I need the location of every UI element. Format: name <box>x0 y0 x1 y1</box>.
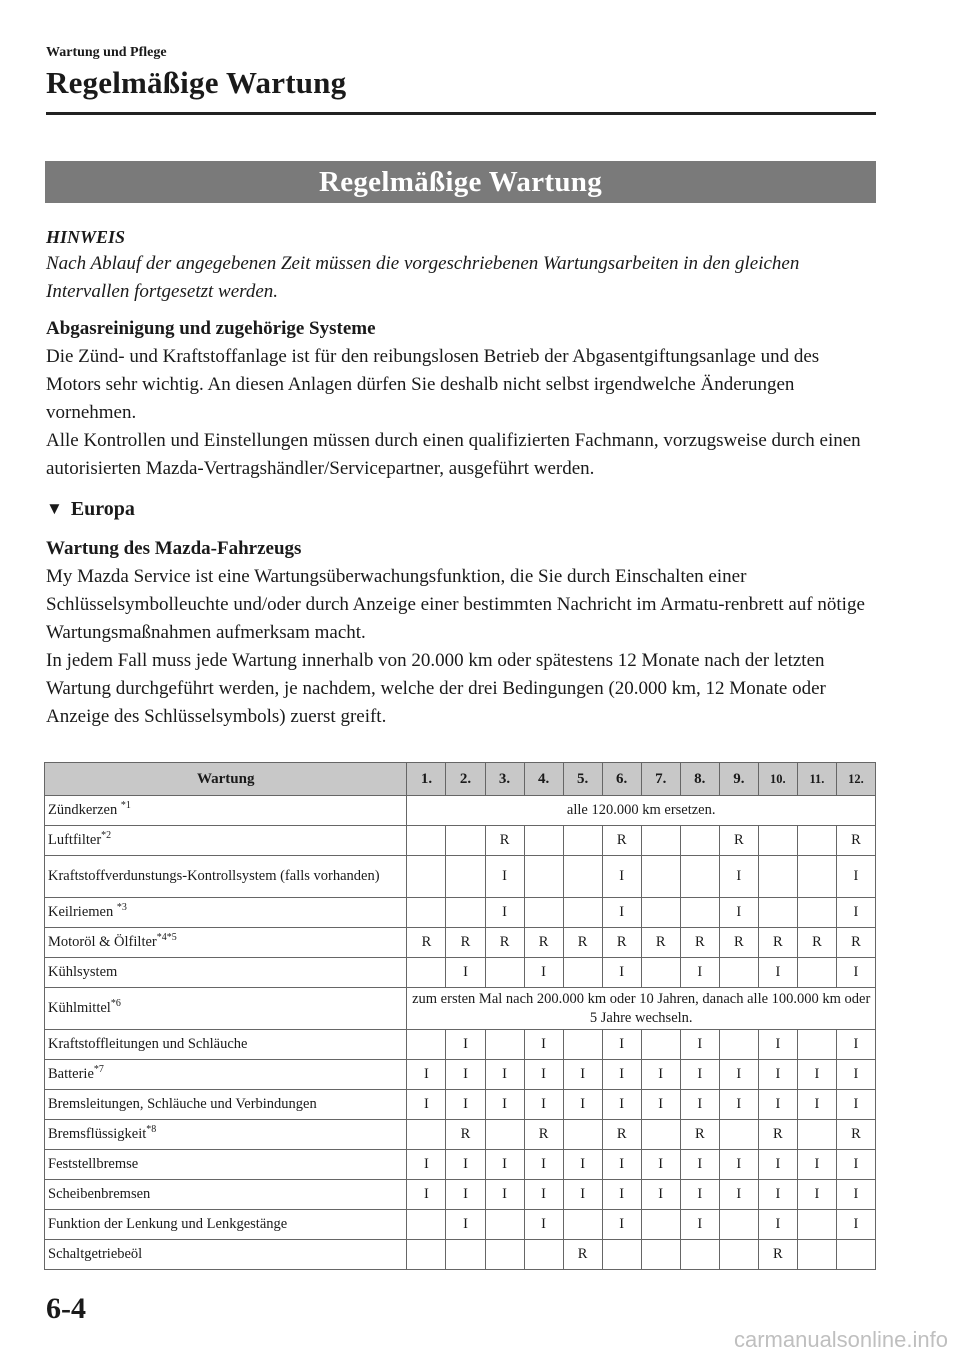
note-text: Nach Ablauf der angegebenen Zeit müssen die vorgeschriebenen Wartungsarbeiten in den gleichen Intervallen fortgesetzt werden. <box>46 253 800 302</box>
interval-cell: I <box>485 856 524 898</box>
interval-cell: R <box>641 928 680 958</box>
section-banner: Regelmäßige Wartung <box>45 161 876 203</box>
interval-cell: I <box>602 898 641 928</box>
interval-cell <box>602 1240 641 1270</box>
maintenance-item <box>45 988 407 1030</box>
interval-cell: I <box>719 1060 758 1090</box>
interval-cell: R <box>680 928 719 958</box>
interval-cell: R <box>602 826 641 856</box>
table-row <box>45 1120 876 1150</box>
interval-cell <box>758 898 797 928</box>
table-body <box>45 796 876 1270</box>
interval-cell: I <box>641 1150 680 1180</box>
interval-cell: I <box>524 1210 563 1240</box>
interval-cell: R <box>602 928 641 958</box>
interval-cell: I <box>602 856 641 898</box>
interval-cell: I <box>680 1210 719 1240</box>
interval-cell <box>758 856 797 898</box>
interval-cell: I <box>719 1180 758 1210</box>
table-row <box>45 928 876 958</box>
table-row <box>45 826 876 856</box>
interval-cell <box>641 898 680 928</box>
footnote-marker: *1 <box>120 800 131 812</box>
interval-cell: I <box>407 1180 446 1210</box>
maintenance-item <box>45 796 407 826</box>
interval-cell <box>485 1240 524 1270</box>
interval-cell: I <box>485 898 524 928</box>
interval-cell: I <box>680 1060 719 1090</box>
interval-cell <box>485 1210 524 1240</box>
page-title: Regelmäßige Wartung <box>46 65 347 100</box>
emission-title: Abgasreinigung und zugehörige Systeme <box>46 318 376 339</box>
interval-cell <box>641 958 680 988</box>
column-header-interval: 1. <box>407 763 446 796</box>
interval-cell <box>407 1030 446 1060</box>
table-header-row <box>45 763 876 796</box>
interval-note: alle 120.000 km ersetzen. <box>407 796 876 826</box>
table-row <box>45 1060 876 1090</box>
maintenance-item <box>45 958 407 988</box>
interval-cell <box>563 856 602 898</box>
maintenance-item <box>45 1060 407 1090</box>
interval-cell: I <box>758 1030 797 1060</box>
interval-cell: R <box>485 928 524 958</box>
maintenance-item <box>45 1120 407 1150</box>
maintenance-item-label: Kraftstoffleitungen und Schläuche <box>48 1036 248 1052</box>
region-heading <box>46 495 876 523</box>
maintenance-item-label: Motoröl & Ölfilter <box>48 934 157 950</box>
interval-cell: R <box>602 1120 641 1150</box>
interval-cell: I <box>524 958 563 988</box>
interval-cell <box>407 1210 446 1240</box>
interval-cell <box>797 1240 836 1270</box>
interval-cell: I <box>758 1180 797 1210</box>
interval-cell: I <box>719 898 758 928</box>
interval-cell: I <box>524 1150 563 1180</box>
interval-cell: I <box>485 1060 524 1090</box>
interval-cell: I <box>641 1090 680 1120</box>
emission-paragraph-1: Die Zünd- und Kraftstoffanlage ist für den reibungslosen Betrieb der Abgasentgiftungsanlage und des Motors sehr wichtig. An diesen Anlagen dürfen Sie deshalb nicht selbst irgendwelche Änderungen vornehmen. <box>46 346 820 423</box>
interval-cell <box>524 826 563 856</box>
interval-cell: I <box>680 1090 719 1120</box>
interval-cell <box>407 1240 446 1270</box>
footnote-marker: *2 <box>101 830 112 842</box>
interval-cell: I <box>602 1180 641 1210</box>
maintenance-item <box>45 898 407 928</box>
interval-cell: I <box>446 1060 485 1090</box>
maintenance-item <box>45 1240 407 1270</box>
interval-cell: I <box>563 1150 602 1180</box>
interval-cell <box>719 1120 758 1150</box>
column-header-interval: 10. <box>758 763 797 796</box>
interval-cell <box>563 1210 602 1240</box>
interval-cell: I <box>719 856 758 898</box>
service-title: Wartung des Mazda-Fahrzeugs <box>46 538 302 559</box>
service-paragraph-2: In jedem Fall muss jede Wartung innerhalb von 20.000 km oder spätestens 12 Monate nach der letzten Wartung durchgeführt werden, je nachdem, welche der drei Bedingungen (20.000 km, 12 Monate oder Anzeige des Schlüsselsymbols) zuerst greift. <box>46 650 826 727</box>
maintenance-item <box>45 1090 407 1120</box>
maintenance-item <box>45 826 407 856</box>
interval-cell: I <box>446 1030 485 1060</box>
interval-cell <box>797 1030 836 1060</box>
interval-cell <box>797 898 836 928</box>
maintenance-item <box>45 1180 407 1210</box>
interval-cell <box>563 958 602 988</box>
interval-cell: I <box>524 1090 563 1120</box>
interval-cell: R <box>836 928 875 958</box>
chapter-label: Wartung und Pflege <box>46 45 167 60</box>
column-header-interval: 11. <box>797 763 836 796</box>
service-paragraph-1: My Mazda Service ist eine Wartungsüberwachungsfunktion, die Sie durch Einschalten einer Schlüsselsymbolleuchte und/oder durch Anzeige einer bestimmten Nachricht im Armatu-renbrett auf nötige Wartungsmaßnahmen aufmerksam macht. <box>46 566 865 643</box>
maintenance-item-label: Batterie <box>48 1066 94 1082</box>
maintenance-item-label: Bremsflüssigkeit <box>48 1126 147 1142</box>
interval-cell: I <box>446 1210 485 1240</box>
column-header-interval: 6. <box>602 763 641 796</box>
table-row <box>45 898 876 928</box>
interval-cell <box>797 1120 836 1150</box>
maintenance-item <box>45 856 407 898</box>
table-row <box>45 1210 876 1240</box>
interval-cell: I <box>836 1090 875 1120</box>
maintenance-item-label: Bremsleitungen, Schläuche und Verbindungen <box>48 1096 317 1112</box>
footnote-marker: *4*5 <box>156 932 177 944</box>
maintenance-item-label: Funktion der Lenkung und Lenkgestänge <box>48 1216 288 1232</box>
table-row <box>45 1030 876 1060</box>
maintenance-table <box>44 762 876 1270</box>
column-header-wartung: Wartung <box>45 763 407 796</box>
interval-cell: I <box>524 1180 563 1210</box>
interval-cell: I <box>485 1150 524 1180</box>
interval-cell <box>407 856 446 898</box>
page-header <box>46 44 876 115</box>
interval-cell <box>797 856 836 898</box>
interval-cell <box>563 898 602 928</box>
column-header-interval: 12. <box>836 763 875 796</box>
maintenance-item-label: Kühlsystem <box>48 964 118 980</box>
interval-cell: R <box>680 1120 719 1150</box>
interval-cell <box>485 1030 524 1060</box>
interval-cell: I <box>758 1060 797 1090</box>
column-header-interval: 5. <box>563 763 602 796</box>
interval-cell <box>680 898 719 928</box>
interval-cell: I <box>836 958 875 988</box>
interval-cell <box>641 1030 680 1060</box>
interval-cell: I <box>485 1180 524 1210</box>
page-number: 6-4 <box>46 1292 86 1325</box>
interval-cell: I <box>446 1180 485 1210</box>
emission-paragraph-2: Alle Kontrollen und Einstellungen müssen durch einen qualifizierten Fachmann, vorzugsweise durch einen autorisierten Mazda-Vertragshändler/Servicepartner, ausgeführt werden. <box>46 430 861 479</box>
maintenance-item <box>45 1150 407 1180</box>
table-row <box>45 796 876 826</box>
interval-cell: I <box>758 1150 797 1180</box>
interval-cell: R <box>407 928 446 958</box>
maintenance-item-label: Kühlmittel <box>48 1000 111 1016</box>
interval-cell: R <box>524 1120 563 1150</box>
interval-cell: I <box>836 1180 875 1210</box>
interval-cell: R <box>836 826 875 856</box>
body-text <box>46 224 876 731</box>
interval-cell: I <box>485 1090 524 1120</box>
interval-cell: R <box>446 928 485 958</box>
interval-cell <box>446 898 485 928</box>
interval-cell <box>719 958 758 988</box>
interval-cell: R <box>446 1120 485 1150</box>
footnote-marker: *3 <box>116 902 127 914</box>
maintenance-item <box>45 928 407 958</box>
interval-cell: I <box>758 1090 797 1120</box>
footnote-marker: *7 <box>93 1064 104 1076</box>
interval-cell <box>641 826 680 856</box>
interval-cell: I <box>797 1090 836 1120</box>
column-header-interval: 2. <box>446 763 485 796</box>
maintenance-item-label: Kraftstoffverdunstungs-Kontrollsystem (falls vorhanden) <box>48 868 380 884</box>
interval-cell: R <box>758 928 797 958</box>
interval-cell: I <box>602 1210 641 1240</box>
interval-cell <box>524 856 563 898</box>
interval-cell: I <box>602 1150 641 1180</box>
interval-cell: R <box>758 1240 797 1270</box>
interval-cell: I <box>524 1030 563 1060</box>
interval-cell <box>446 1240 485 1270</box>
interval-cell: I <box>563 1090 602 1120</box>
interval-cell: I <box>758 958 797 988</box>
maintenance-item <box>45 1030 407 1060</box>
interval-cell: I <box>680 1180 719 1210</box>
interval-cell: I <box>836 898 875 928</box>
interval-cell <box>758 826 797 856</box>
maintenance-item-label: Schaltgetriebeöl <box>48 1246 143 1262</box>
interval-cell: I <box>719 1090 758 1120</box>
column-header-interval: 8. <box>680 763 719 796</box>
interval-cell <box>641 1120 680 1150</box>
column-header-interval: 9. <box>719 763 758 796</box>
interval-cell <box>680 1240 719 1270</box>
interval-cell: I <box>602 1030 641 1060</box>
interval-cell <box>641 1240 680 1270</box>
maintenance-item-label: Feststellbremse <box>48 1156 139 1172</box>
footnote-marker: *6 <box>110 998 121 1010</box>
interval-cell <box>797 826 836 856</box>
interval-cell: R <box>524 928 563 958</box>
table-row <box>45 958 876 988</box>
interval-cell: I <box>836 856 875 898</box>
interval-cell: R <box>563 928 602 958</box>
table-row <box>45 856 876 898</box>
maintenance-item <box>45 1210 407 1240</box>
interval-note: zum ersten Mal nach 200.000 km oder 10 Jahren, danach alle 100.000 km oder 5 Jahre wechseln. <box>407 988 876 1030</box>
interval-cell <box>446 826 485 856</box>
interval-cell: I <box>446 1090 485 1120</box>
triangle-down-icon: ▼ <box>46 499 63 518</box>
interval-cell <box>836 1240 875 1270</box>
interval-cell <box>680 826 719 856</box>
interval-cell: R <box>563 1240 602 1270</box>
interval-cell: I <box>602 958 641 988</box>
interval-cell: R <box>836 1120 875 1150</box>
column-header-interval: 4. <box>524 763 563 796</box>
interval-cell <box>524 1240 563 1270</box>
interval-cell <box>719 1210 758 1240</box>
interval-cell <box>563 826 602 856</box>
interval-cell: I <box>563 1180 602 1210</box>
interval-cell <box>641 856 680 898</box>
table-row <box>45 1150 876 1180</box>
interval-cell: R <box>758 1120 797 1150</box>
interval-cell: I <box>680 1150 719 1180</box>
interval-cell: I <box>563 1060 602 1090</box>
footnote-marker: *8 <box>146 1124 157 1136</box>
interval-cell <box>797 958 836 988</box>
interval-cell <box>719 1030 758 1060</box>
interval-cell: I <box>641 1180 680 1210</box>
interval-cell: I <box>797 1060 836 1090</box>
maintenance-item-label: Luftfilter <box>48 832 102 848</box>
interval-cell: I <box>407 1090 446 1120</box>
interval-cell <box>563 1120 602 1150</box>
maintenance-item-label: Zündkerzen <box>48 802 121 818</box>
interval-cell <box>407 1120 446 1150</box>
interval-cell <box>563 1030 602 1060</box>
interval-cell <box>485 1120 524 1150</box>
interval-cell: I <box>407 1150 446 1180</box>
interval-cell <box>797 1210 836 1240</box>
watermark: carmanualsonline.info <box>733 1327 948 1352</box>
interval-cell: I <box>797 1180 836 1210</box>
interval-cell <box>641 1210 680 1240</box>
interval-cell: I <box>602 1090 641 1120</box>
table-row <box>45 1180 876 1210</box>
region-label: Europa <box>70 498 135 520</box>
interval-cell: I <box>446 1150 485 1180</box>
table-row <box>45 1090 876 1120</box>
interval-cell: I <box>446 958 485 988</box>
interval-cell <box>680 856 719 898</box>
column-header-interval: 7. <box>641 763 680 796</box>
interval-cell: I <box>758 1210 797 1240</box>
interval-cell: I <box>719 1150 758 1180</box>
interval-cell <box>407 958 446 988</box>
interval-cell: I <box>641 1060 680 1090</box>
interval-cell: R <box>719 928 758 958</box>
interval-cell <box>407 826 446 856</box>
maintenance-item-label: Scheibenbremsen <box>48 1186 151 1202</box>
interval-cell <box>446 856 485 898</box>
interval-cell: I <box>680 1030 719 1060</box>
interval-cell: I <box>680 958 719 988</box>
interval-cell <box>407 898 446 928</box>
column-header-interval: 3. <box>485 763 524 796</box>
interval-cell: R <box>719 826 758 856</box>
interval-cell: I <box>836 1210 875 1240</box>
interval-cell: R <box>485 826 524 856</box>
interval-cell: I <box>836 1030 875 1060</box>
interval-cell: I <box>836 1060 875 1090</box>
note-title: HINWEIS <box>46 227 126 247</box>
interval-cell: I <box>797 1150 836 1180</box>
interval-cell <box>524 898 563 928</box>
interval-cell <box>485 958 524 988</box>
maintenance-item-label: Keilriemen <box>48 904 117 920</box>
header-divider <box>46 112 876 115</box>
interval-cell: R <box>797 928 836 958</box>
table-row <box>45 1240 876 1270</box>
interval-cell: I <box>836 1150 875 1180</box>
interval-cell: I <box>602 1060 641 1090</box>
interval-cell <box>719 1240 758 1270</box>
table-row <box>45 988 876 1030</box>
interval-cell: I <box>524 1060 563 1090</box>
interval-cell: I <box>407 1060 446 1090</box>
